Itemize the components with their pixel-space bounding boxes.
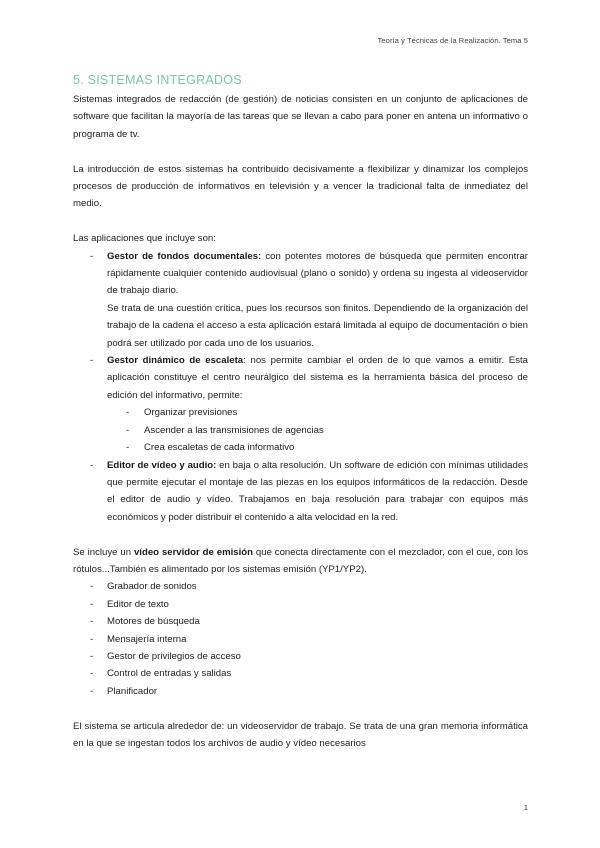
- term-broadcast-server: vídeo servidor de emisión: [133, 546, 253, 558]
- sublist-item-text: Organizar previsiones: [144, 407, 238, 419]
- applications-list: [73, 248, 528, 527]
- list-item-text: con potentes motores de búsqueda que permiten encontrar rápidamente cualquier contenido audiovisual (plano o sonido) y ordena su ingesta al videoservidor de trabajo diario.: [107, 250, 528, 297]
- bullet-dash: -: [90, 668, 94, 680]
- bullet-dash: -: [90, 355, 94, 367]
- bullet-dash: -: [90, 598, 94, 610]
- bullet-dash: -: [126, 442, 130, 454]
- bullet-dash: -: [126, 407, 130, 419]
- sublist-item: [107, 404, 528, 421]
- term-rundown-manager: Gestor dinámico de escaleta: [107, 355, 244, 367]
- sublist-item-text: Ascender a las transmisiones de agencias: [144, 424, 324, 436]
- list-item: [73, 648, 528, 665]
- bullet-dash: -: [126, 424, 130, 436]
- bullet-dash: -: [90, 650, 94, 662]
- list-item-text: : nos permite cambiar el orden de lo que vamos a emitir. Esta aplicación constituye el centro neurálgico del sistema es la herramienta básica del proceso de edición del informativo, permite:: [107, 355, 528, 401]
- list-item-extra: Se trata de una cuestión crítica, pues los recursos son finitos. Dependiendo de la organización del trabajo de la cadena el acceso a esta aplicación estará limitada al equipo de documentación o bien podrá ser utilizado por cada uno de los usuarios.: [107, 302, 528, 349]
- bullet-dash: -: [90, 616, 94, 628]
- list-item: [73, 665, 528, 682]
- sublist-item: [107, 422, 528, 439]
- list-item-text: Grabador de sonidos: [107, 581, 197, 593]
- text-run: que conecta directamente con el mezclador, con el cue, con los rótulos...También es alimentado por los sistemas emisión (YP1/YP2).: [73, 546, 528, 575]
- running-header: Teoría y Técnicas de la Realización. Tema 5: [377, 36, 528, 45]
- text-run: Se incluye un: [73, 546, 134, 558]
- bullet-dash: -: [90, 250, 94, 262]
- list-item: [73, 631, 528, 648]
- list-item-text: en baja o alta resolución. Un software de edición con mínimas utilidades que permite ejecutar el montaje de las piezas en los equipos informáticos de la redacción. Desde el editor de audio y vídeo. Trabajamos en baja resolución para trabajar con equipos más económicos y poder distribuir el contenido a alta velocidad en la red.: [107, 459, 528, 523]
- page-number: 1: [523, 803, 528, 812]
- list-item: [73, 613, 528, 630]
- sublist-item-text: Crea escaletas de cada informativo: [144, 442, 295, 454]
- list-item: [73, 596, 528, 613]
- applications-lead: Las aplicaciones que incluye son:: [73, 233, 216, 245]
- closing-paragraph: El sistema se articula alrededor de: un videoservidor de trabajo. Se trata de una gran memoria informática en la que se ingestan todos los archivos de audio y vídeo necesarios: [73, 720, 528, 749]
- bullet-dash: -: [90, 581, 94, 593]
- intro-paragraph: Sistemas integrados de redacción (de gestión) de noticias consisten en un conjunto de aplicaciones de software que facilitan la mayoría de las tareas que se llevan a cabo para poner en antena un informativo o programa de tv.: [73, 94, 528, 140]
- bullet-dash: -: [90, 459, 94, 471]
- list-item-text: Control de entradas y salidas: [107, 668, 232, 680]
- term-video-audio-editor: Editor de vídeo y audio:: [107, 459, 217, 471]
- list-item-text: Editor de texto: [107, 598, 169, 610]
- list-item: [73, 578, 528, 595]
- bullet-dash: -: [90, 633, 94, 645]
- sublist-item: [107, 439, 528, 456]
- section-title: 5. SISTEMAS INTEGRADOS: [73, 73, 242, 87]
- server-features-list: [73, 578, 528, 700]
- list-item-text: Mensajería interna: [107, 633, 187, 645]
- page-content: [73, 72, 528, 752]
- sublist: [107, 404, 528, 456]
- list-item: [73, 457, 528, 527]
- list-item: [73, 683, 528, 700]
- bullet-dash: -: [90, 685, 94, 697]
- list-item: [73, 248, 528, 352]
- list-item-text: Motores de búsqueda: [107, 616, 200, 628]
- term-document-manager: Gestor de fondos documentales:: [107, 250, 262, 262]
- flexibility-paragraph: La introducción de estos sistemas ha contribuido decisivamente a flexibilizar y dinamizar los complejos procesos de producción de informativos en televisión y a vencer la tradicional falta de inmediatez del medio.: [73, 163, 528, 210]
- list-item-text: Gestor de privilegios de acceso: [107, 650, 241, 662]
- server-paragraph: [73, 544, 528, 579]
- list-item-text: Planificador: [107, 685, 158, 697]
- list-item: [73, 352, 528, 456]
